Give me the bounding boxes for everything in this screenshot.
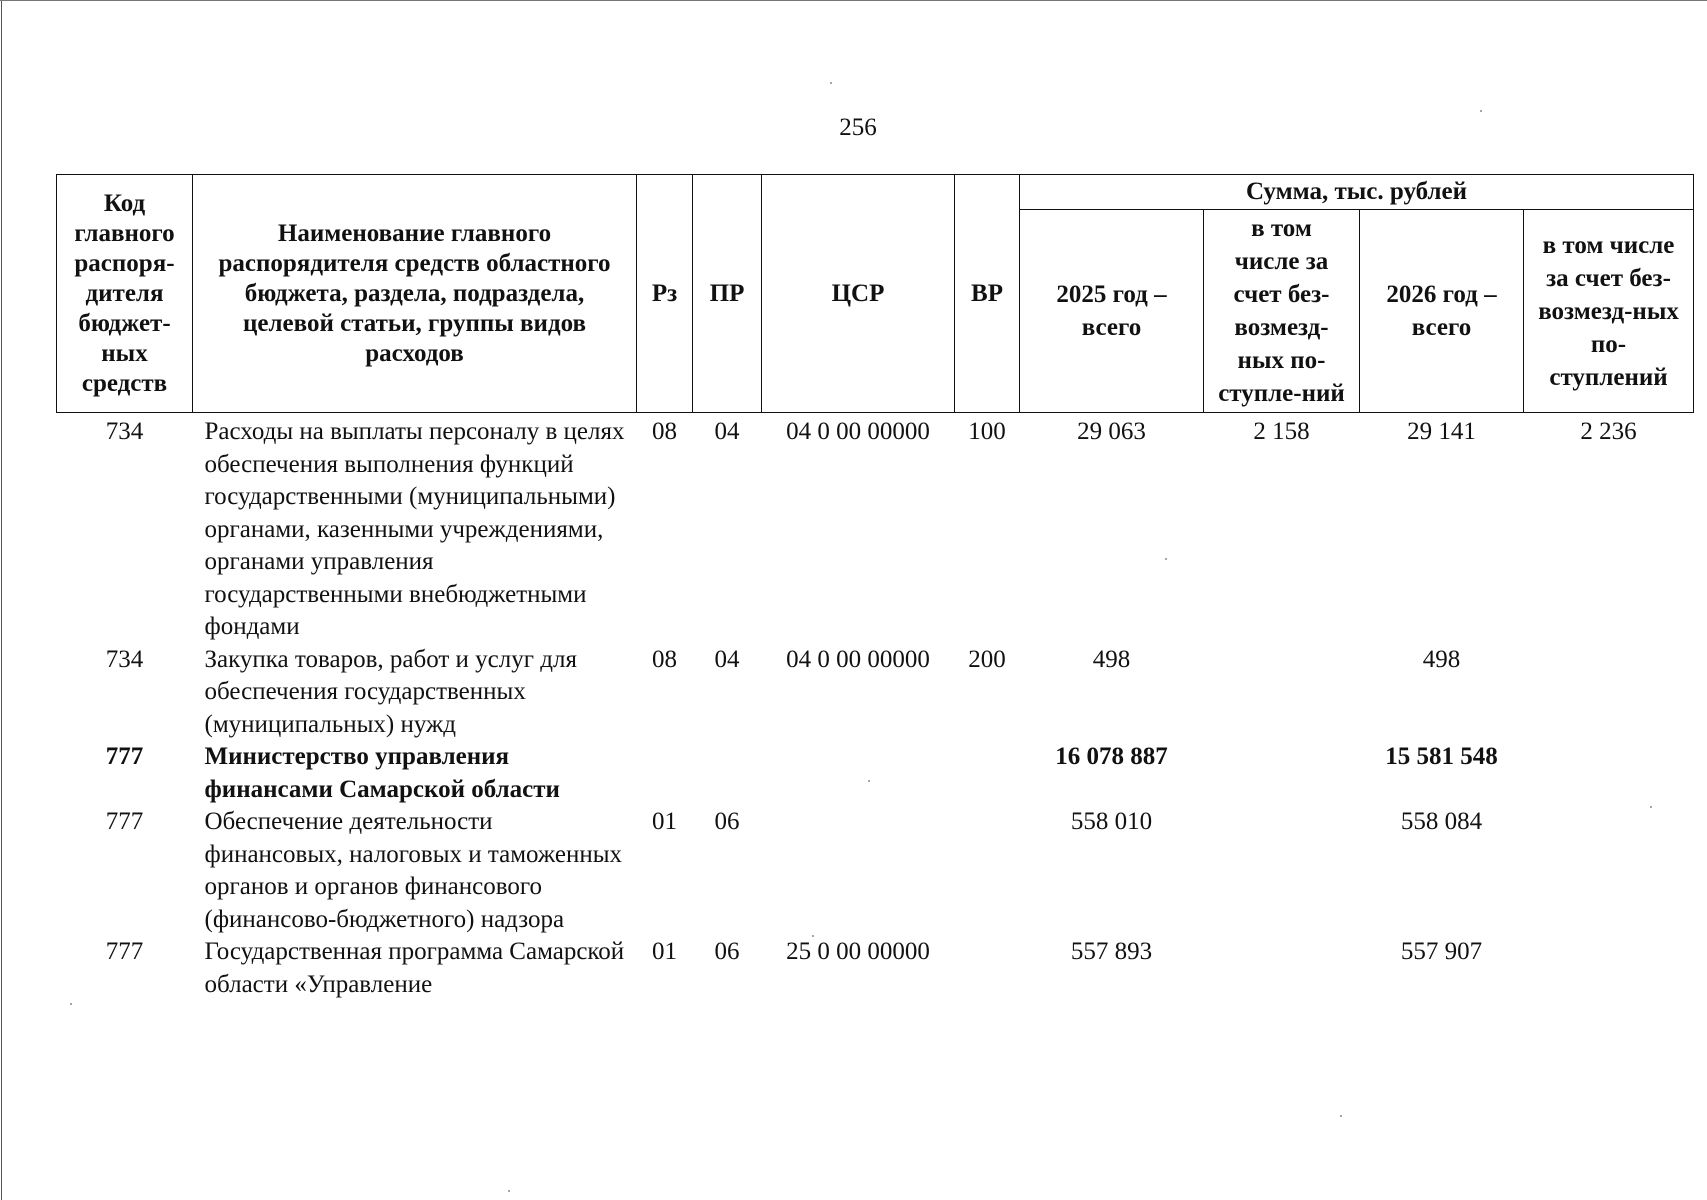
scan-speck [868,780,870,782]
cell-pr: 06 [714,938,740,965]
scan-speck [1165,558,1167,560]
cell-pr [693,741,762,806]
cell-csr: 04 0 00 00000 [786,418,930,445]
cell-vr [955,806,1020,936]
cell-2025-total: 498 [1092,645,1131,673]
cell-code: 777 [105,743,144,770]
cell-code: 734 [105,645,144,673]
cell-vr: 100 [968,418,1006,445]
cell-rz: 08 [652,418,677,445]
header-2026-free: в том числе за счет без-возмезд-ных по-ступлений [1524,210,1694,413]
cell-2026-free [1524,644,1694,742]
cell-2025-free [1204,806,1360,936]
cell-rz: 01 [652,808,677,835]
header-2025-free: в том числе за счет без-возмезд-ных по-ступле-ний [1204,210,1360,413]
cell-vr [955,741,1020,806]
cell-name: Министерство управления финансами Самарской области [204,743,560,803]
cell-2026-total: 498 [1422,645,1461,673]
header-code: Код главного распоря-дителя бюджет-ных средств [57,175,193,413]
cell-vr: 200 [968,645,1006,673]
cell-rz: 08 [652,645,677,673]
cell-2026-total: 29 141 [1407,418,1476,445]
cell-pr: 04 [714,645,740,673]
cell-2025-total: 16 078 887 [1055,743,1168,770]
cell-pr: 06 [714,808,740,835]
cell-2025-total: 29 063 [1077,418,1146,445]
cell-csr: 25 0 00 00000 [786,938,930,965]
cell-csr [762,741,955,806]
cell-name: Закупка товаров, работ и услуг для обеспечения государственных (муниципальных) нужд [204,645,577,738]
cell-code: 777 [105,808,144,835]
cell-2026-free [1524,741,1694,806]
scan-speck [1340,1115,1342,1117]
cell-rz: 01 [652,938,677,965]
table-row [57,644,1694,742]
cell-vr [955,936,1020,1001]
header-rz: Рз [637,175,693,413]
scan-speck [508,1190,510,1192]
table-row [57,806,1694,936]
cell-2026-free [1524,936,1694,1001]
cell-2026-free: 2 236 [1580,418,1637,445]
cell-2025-free [1204,644,1360,742]
cell-rz [637,741,693,806]
scan-edge [0,0,1707,1]
cell-2025-total: 557 893 [1070,938,1153,965]
cell-name: Обеспечение деятельности финансовых, налоговых и таможенных органов и органов финансового (финансово-бюджетного) надзора [204,808,623,933]
cell-name: Государственная программа Самарской области «Управление [204,938,625,998]
table-row [57,741,1694,806]
cell-name: Расходы на выплаты персоналу в целях обеспечения выполнения функций государственными (муниципальными) органами, казенными учреждениями, органами управления государственными внебюджетными фондами [204,418,625,640]
scan-speck [830,82,832,84]
cell-2025-total: 558 010 [1070,808,1153,835]
header-csr: ЦСР [762,175,955,413]
scan-speck [812,935,814,937]
scan-speck [70,1003,72,1005]
cell-csr: 04 0 00 00000 [786,645,930,673]
scan-edge [1,0,2,1200]
table-row [57,936,1694,1001]
scan-speck [1650,806,1652,808]
cell-2026-total: 557 907 [1400,938,1483,965]
cell-code: 734 [105,418,144,445]
header-name: Наименование главного распорядителя средств областного бюджета, раздела, подраздела, целевой статьи, группы видов расходов [193,175,637,413]
cell-2026-total: 558 084 [1400,808,1483,835]
cell-2025-free [1204,936,1360,1001]
header-sum-group: Сумма, тыс. рублей [1020,175,1694,210]
table-row [57,413,1694,644]
cell-2026-free [1524,806,1694,936]
scan-speck [1480,110,1482,112]
header-vr: ВР [955,175,1020,413]
cell-2026-total: 15 581 548 [1385,743,1498,770]
cell-2025-free [1204,741,1360,806]
header-pr: ПР [693,175,762,413]
cell-code: 777 [105,938,144,965]
page-number: 256 [839,114,877,141]
cell-2025-free: 2 158 [1253,418,1310,445]
header-2026-total: 2026 год – всего [1360,210,1524,413]
cell-csr [762,806,955,936]
header-2025-total: 2025 год – всего [1020,210,1204,413]
budget-table [56,174,1694,1001]
cell-pr: 04 [714,418,740,445]
